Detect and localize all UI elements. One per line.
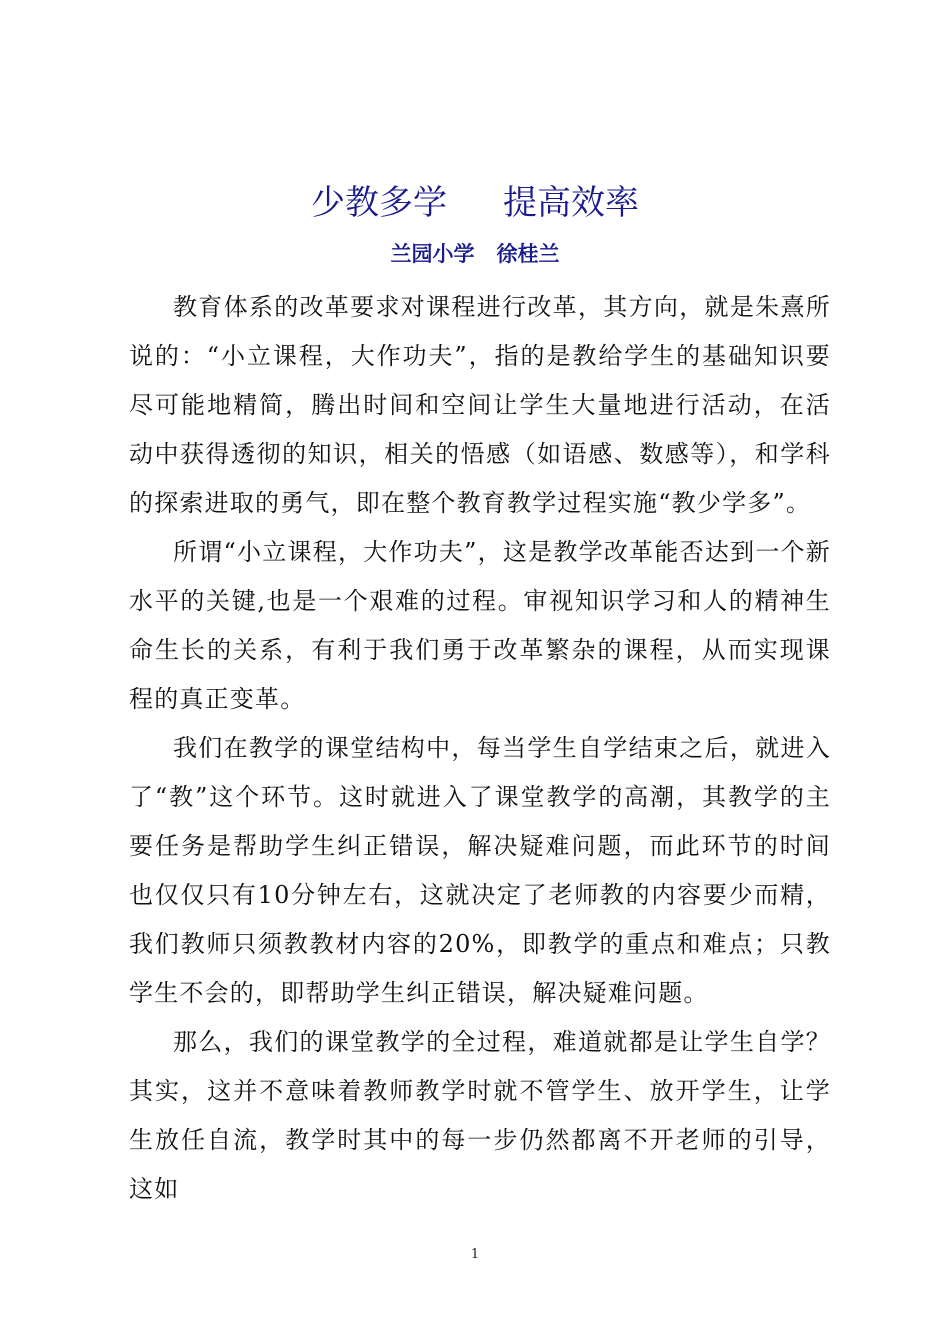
page-number: 1 (470, 1247, 480, 1262)
paragraph-2: 所谓“小立课程，大作功夫”，这是教学改革能否达到一个新水平的关键,也是一个艰难的过程。审视知识学习和人的精神生命生长的关系，有利于我们勇于改革繁杂的课程，从而实现课程的真正变革。 (129, 538, 831, 713)
paragraph-1: 教育体系的改革要求对课程进行改革，其方向，就是朱熹所说的：“小立课程，大作功夫”，指的是教给学生的基础知识要尽可能地精简，腾出时间和空间让学生大量地进行活动，在活动中获得透彻的知识，相关的悟感（如语感、数感等），和学科的探索进取的勇气，即在整个教育教学过程实施“教少学多”。 (129, 293, 831, 517)
title-part-2: 提高效率 (503, 183, 639, 223)
author-school: 兰园小学 (390, 242, 475, 266)
title-part-1: 少教多学 (311, 183, 447, 223)
author-name: 徐桂兰 (496, 242, 560, 266)
document-body (129, 283, 831, 1214)
document-title (0, 178, 950, 228)
paragraph-3: 我们在教学的课堂结构中，每当学生自学结束之后，就进入了“教”这个环节。这时就进入了课堂教学的高潮，其教学的主要任务是帮助学生纠正错误，解决疑难问题，而此环节的时间也仅仅只有10分钟左右，这就决定了老师教的内容要少而精，我们教师只须教教材内容的20%，即教学的重点和难点；只教学生不会的，即帮助学生纠正错误，解决疑难问题。 (129, 734, 831, 1007)
document-author-line (0, 236, 950, 272)
paragraph-4: 那么，我们的课堂教学的全过程，难道就都是让学生自学？其实，这并不意味着教师教学时就不管学生、放开学生，让学生放任自流，教学时其中的每一步仍然都离不开老师的引导，这如 (129, 1028, 831, 1203)
